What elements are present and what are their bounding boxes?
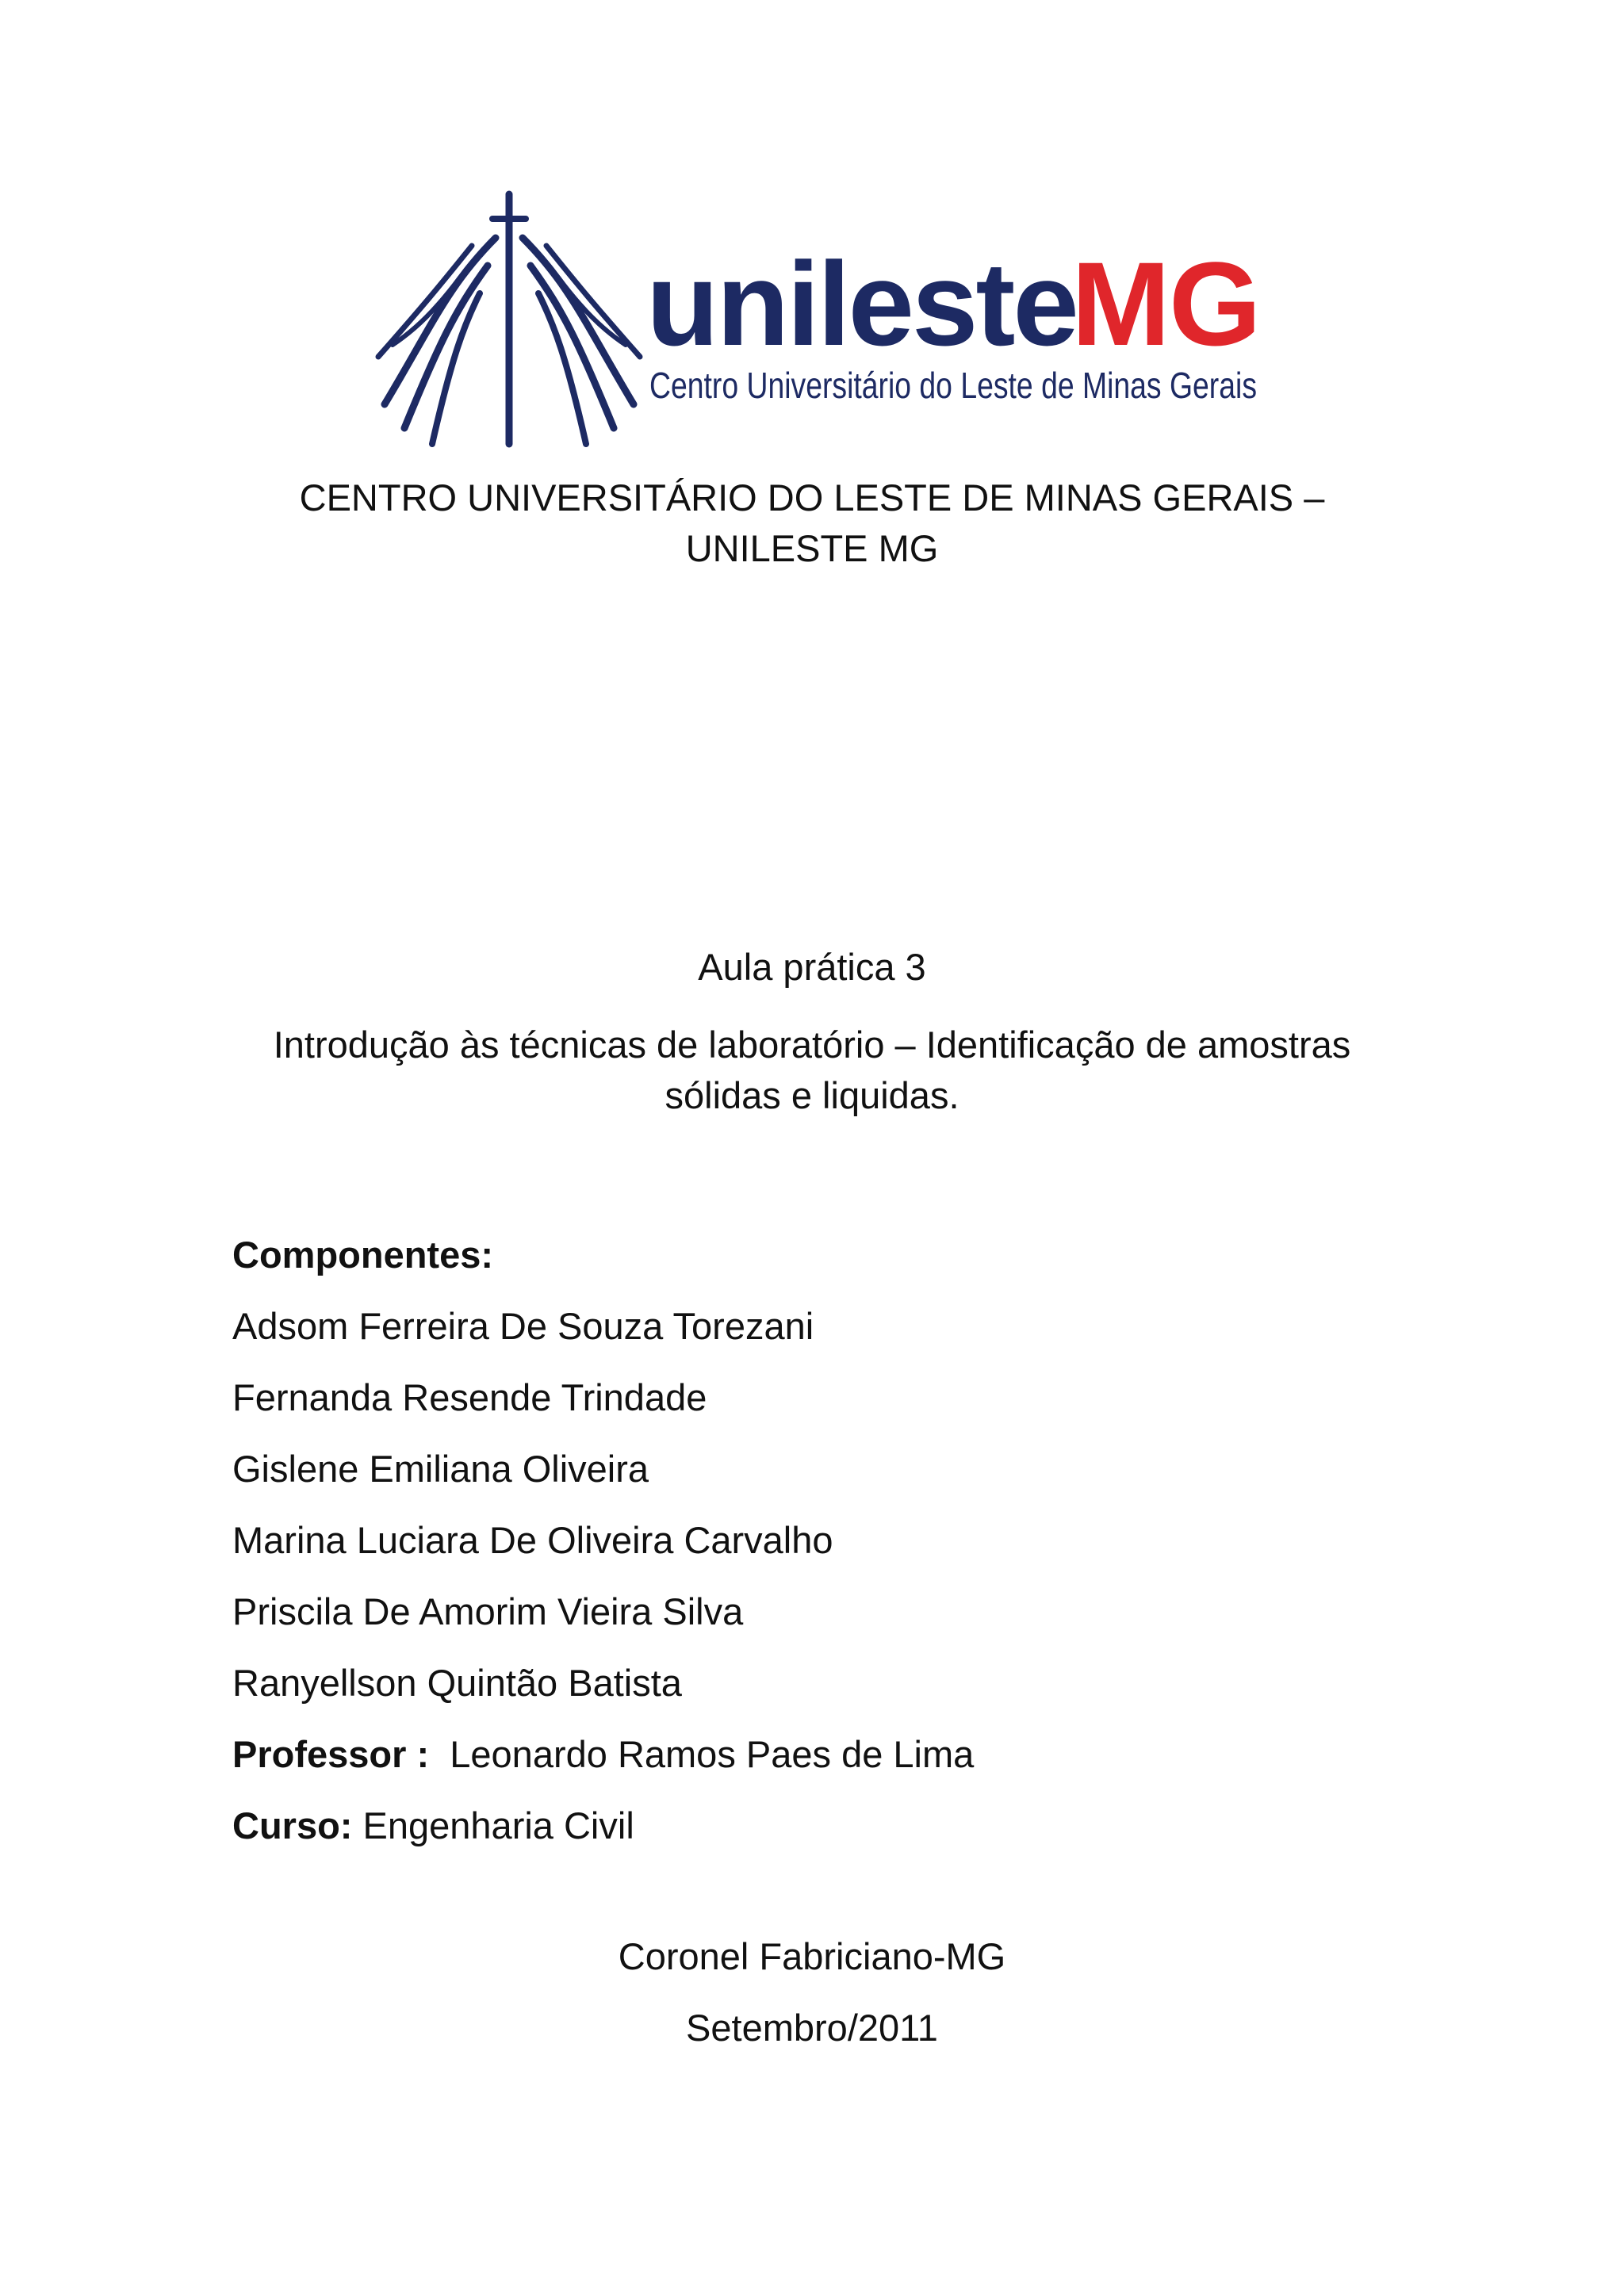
lesson-subject bbox=[0, 1020, 1624, 1121]
professor-row bbox=[232, 1719, 974, 1790]
logo-word-mg: MG bbox=[1071, 237, 1260, 370]
members-section bbox=[232, 1219, 974, 1862]
institution-name bbox=[0, 473, 1624, 574]
professor-label: Professor : bbox=[232, 1733, 430, 1775]
unileste-logo bbox=[377, 190, 1265, 452]
course-row bbox=[232, 1790, 974, 1862]
institution-line-2: UNILESTE MG bbox=[685, 527, 939, 569]
logo-tagline: Centro Universitário do Leste de Minas Gerais bbox=[649, 365, 1257, 406]
institution-line-1: CENTRO UNIVERSITÁRIO DO LESTE DE MINAS GERAIS – bbox=[299, 476, 1325, 519]
professor-name: Leonardo Ramos Paes de Lima bbox=[450, 1733, 975, 1775]
member-name: Gislene Emiliana Oliveira bbox=[232, 1448, 649, 1490]
location-text: Coronel Fabriciano-MG bbox=[618, 1935, 1006, 1977]
course-label: Curso: bbox=[232, 1804, 353, 1846]
member-name: Fernanda Resende Trindade bbox=[232, 1376, 707, 1418]
member-name: Priscila De Amorim Vieira Silva bbox=[232, 1590, 744, 1632]
logo-word-unileste: unileste bbox=[646, 237, 1077, 370]
lesson-title: Aula prática 3 bbox=[698, 946, 926, 988]
subject-line-1: Introdução às técnicas de laboratório – Identificação de amostras bbox=[273, 1024, 1351, 1066]
course-name: Engenharia Civil bbox=[362, 1804, 634, 1846]
member-name: Marina Luciara De Oliveira Carvalho bbox=[232, 1519, 833, 1561]
member-name: Ranyellson Quintão Batista bbox=[232, 1662, 682, 1704]
member-name: Adsom Ferreira De Souza Torezani bbox=[232, 1305, 814, 1347]
date-text: Setembro/2011 bbox=[686, 2007, 938, 2049]
subject-line-2: sólidas e liquidas. bbox=[665, 1074, 959, 1116]
components-heading: Componentes: bbox=[232, 1234, 493, 1276]
logo-emblem-icon bbox=[377, 190, 1265, 452]
